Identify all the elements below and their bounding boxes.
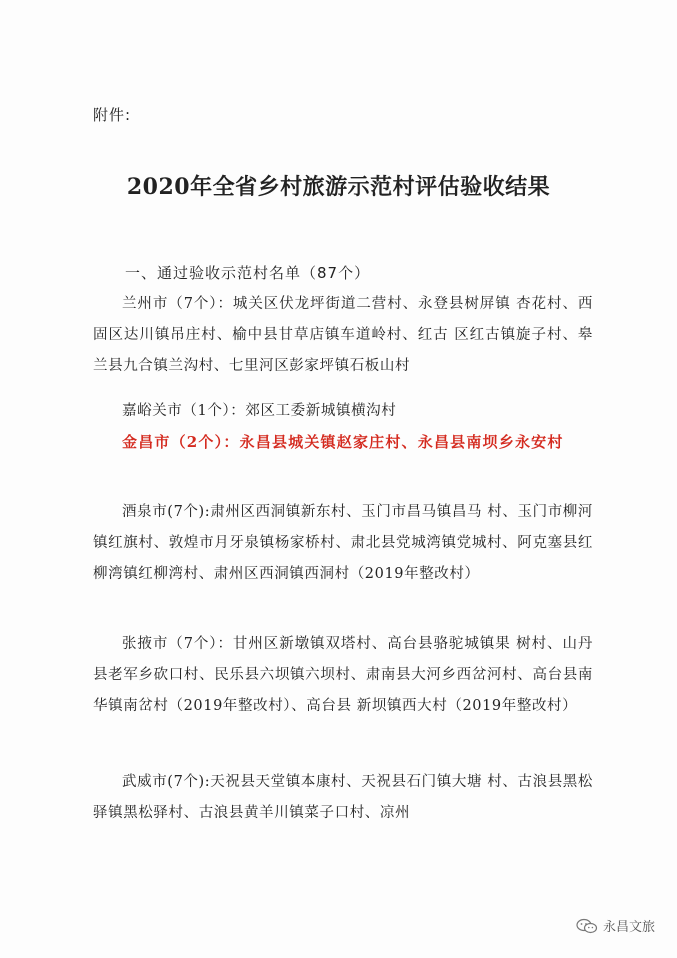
document-title: 2020年全省乡村旅游示范村评估验收结果: [126, 174, 551, 200]
paragraph-jiuquan: 酒泉市(7个):肃州区西洞镇新东村、玉门市昌马镇昌马 村、玉门市柳河镇红旗村、敦煌市月牙泉镇杨家桥村、肃北县党城湾镇党城村、阿克塞县红柳湾镇红柳湾村、肃州区西洞镇西洞村（2019年整改村）: [93, 504, 593, 582]
paragraph-jiayuguan: 嘉峪关市（1个）：郊区工委新城镇横沟村: [122, 403, 397, 419]
paragraph-wuwei: 武威市(7个):天祝县天堂镇本康村、天祝县石门镇大塘 村、古浪县黑松驿镇黑松驿村、古浪县黄羊川镇菜子口村、凉州: [93, 774, 593, 821]
paragraph-jinchang-highlighted: 金昌市（2个）：永昌县城关镇赵家庄村、永昌县南坝乡永安村: [122, 433, 564, 451]
wechat-icon: [576, 918, 598, 934]
attachment-label: 附件:: [93, 106, 132, 124]
paragraph-zhangye: 张掖市（7个）：甘州区新墩镇双塔村、高台县骆驼城镇果 树村、山丹县老军乡砍口村、民乐县六坝镇六坝村、肃南县大河乡西岔河村、高台县南华镇南岔村（2019年整改村）、高台县 新坝镇西大村（2019年整改村）: [93, 636, 593, 714]
watermark-label: 永昌文旅: [602, 920, 655, 935]
section-heading: 一、通过验收示范村名单（87个）: [125, 264, 371, 282]
paragraph-lanzhou: 兰州市（7个）：城关区伏龙坪街道二营村、永登县树屏镇 杏花村、西固区达川镇吊庄村、榆中县甘草店镇车道岭村、红古 区红古镇旋子村、皋兰县九合镇兰沟村、七里河区彭家坪镇石板山村: [93, 296, 593, 374]
wechat-watermark: [576, 916, 655, 935]
